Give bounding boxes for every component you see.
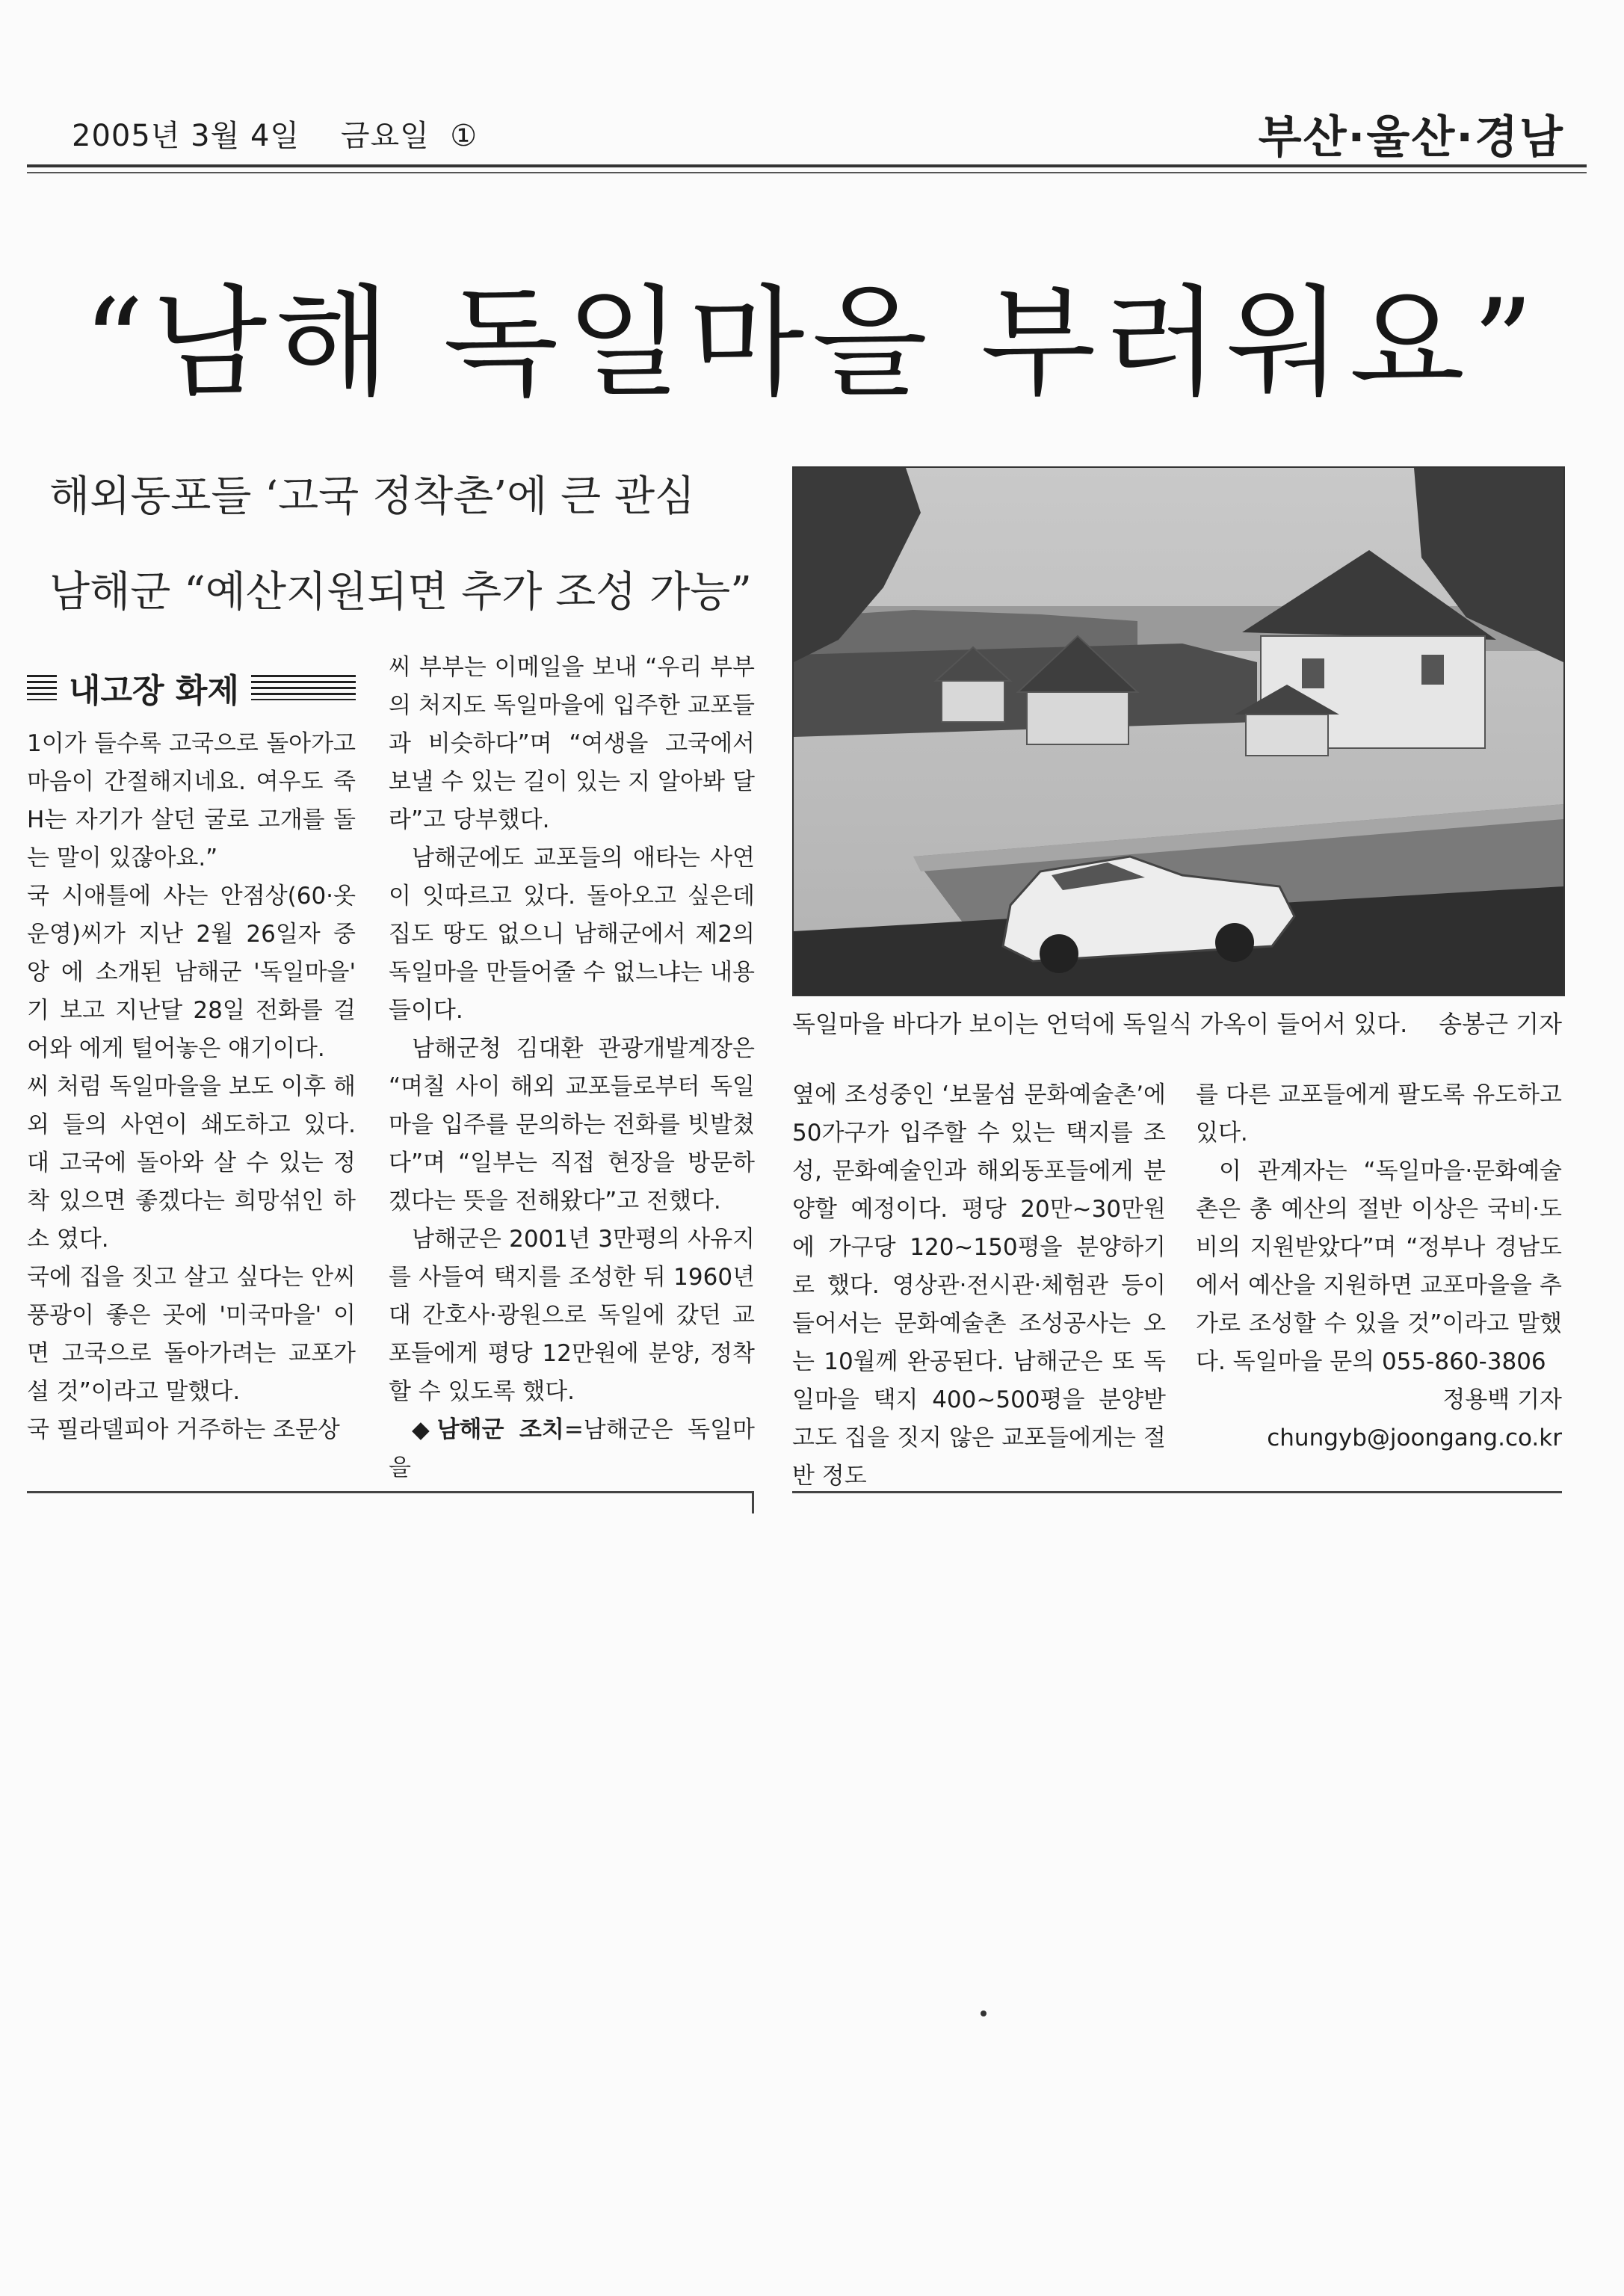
masthead-date-line (72, 112, 478, 155)
section-name: 부산·울산·경남 (1258, 111, 1564, 164)
paragraph: 남해군에도 교포들의 애타는 사연이 잇따르고 있다. 돌아오고 싶은데 집도 땅도 없으니 남해군에서 제2의 독일마을 만들어줄 수 없느냐는 내용들이다. (389, 845, 755, 1024)
paragraph: 옆에 조성중인 ‘보물섬 문화예술촌’에 50가구가 입주할 수 있는 택지를 조성, 문화예술인과 해외동포들에게 분양할 예정이다. 평당 20만~30만원에 가구당 120~150평을 분양하기로 했다. 영상관·전시관·체험관 등이 들어서는 문화예술촌 조성공사는 오는 10월께 완공된다. 남해군은 또 독일마을 택지 400~500평을 분양받고도 집을 짓지 않은 교포들에게는 절반 정도 (792, 1081, 1166, 1490)
measures-paragraph (389, 1411, 755, 1487)
photo-caption: 독일마을 바다가 보이는 언덕에 독일식 가옥이 들어서 있다. (792, 1010, 1408, 1038)
measures-label: ◆남해군 조치 (412, 1416, 564, 1443)
scan-speck (981, 2010, 987, 2016)
paragraph: 국 시애틀에 사는 안점상(60·옷 운영)씨가 지난 2월 26일자 중앙 에 소개된 남해군 '독일마을' 기 보고 지난달 28일 전화를 걸어와 에게 털어놓은 얘기이다. (27, 883, 356, 1062)
kicker-rule-left (27, 675, 57, 700)
publication-date: 2005년 3월 4일 (72, 119, 300, 153)
photo-caption-row (792, 1005, 1562, 1040)
paragraph: 남해군청 김대환 관광개발계장은 “며칠 사이 해외 교포들로부터 독일마을 입주를 문의하는 전화를 빗발쳤다”며 “일부는 직접 현장을 방문하겠다는 뜻을 전해왔다”고 전했다. (389, 1035, 755, 1215)
article-column-4 (1196, 1076, 1562, 1480)
subhead-1: 해외동포들 ‘고국 정착촌’에 큰 관심 (49, 472, 696, 521)
article-bottom-rule-tick (752, 1491, 754, 1513)
article-bottom-rule-left (27, 1491, 752, 1493)
village-photo-illustration (794, 468, 1563, 995)
edition-mark: ① (450, 119, 478, 153)
kicker-rule-right (251, 675, 356, 700)
headline: “남해 독일마을 부러워요” (83, 273, 1541, 413)
paragraph: 씨 부부는 이메일을 보내 “우리 부부의 처지도 독일마을에 입주한 교포들과 비슷하다”며 “여생을 고국에서 보낼 수 있는 길이 있는 지 알아봐 달라”고 당부했다. (389, 654, 755, 833)
publication-weekday: 금요일 (340, 119, 430, 153)
paragraph: 씨 처럼 독일마을을 보도 이후 해외 들의 사연이 쇄도하고 있다. 대 고국에 돌아와 살 수 있는 정착 있으면 좋겠다는 희망섞인 하소 였다. (27, 1073, 356, 1253)
paragraph: 1이가 들수록 고국으로 돌아가고 마음이 간절해지네요. 여우도 죽 H는 자기가 살던 굴로 고개를 돌 는 말이 있잖아요.” (27, 730, 356, 871)
masthead-rule-top (27, 164, 1587, 167)
subhead-2: 남해군 “예산지원되면 추가 조성 가능” (49, 568, 752, 617)
reporter-name: 정용백 기자 (1442, 1386, 1562, 1413)
paragraph: 를 다른 교포들에게 팔도록 유도하고 있다. (1196, 1081, 1562, 1147)
kicker-label: 내고장 화제 (69, 672, 239, 710)
paragraph: 남해군은 2001년 3만평의 사유지를 사들여 택지를 조성한 뒤 1960년대 간호사·광원으로 독일에 갔던 교포들에게 평당 12만원에 분양, 정착할 수 있도록 했다. (389, 1226, 755, 1405)
news-photo (792, 466, 1565, 996)
paragraph: 이 관계자는 “독일마을·문화예술촌은 총 예산의 절반 이상은 국비·도비의 지원받았다”며 “정부나 경남도에서 예산을 지원하면 교포마을을 추가로 조성할 수 있을 것”이라고 말했다. 독일마을 문의 055-860-3806 (1196, 1158, 1562, 1375)
article-column-2 (389, 649, 755, 1481)
reporter-email: chungyb@joongang.co.kr (1267, 1425, 1562, 1451)
article-bottom-rule-right (792, 1491, 1562, 1493)
section-kicker (27, 664, 356, 712)
paragraph: 국에 집을 짓고 살고 싶다는 안씨 풍광이 좋은 곳에 '미국마을' 이 면 고국으로 돌아가려는 교포가 설 것”이라고 말했다. (27, 1264, 356, 1405)
article-column-3 (792, 1076, 1166, 1490)
article-column-1 (27, 725, 356, 1457)
paragraph: 국 필라델피아 거주하는 조문상 (27, 1416, 340, 1443)
photo-credit: 송봉근 기자 (1439, 1010, 1562, 1038)
measures-text: =남해군은 독일마을 (389, 1416, 755, 1481)
masthead-rule-bottom (27, 172, 1587, 173)
